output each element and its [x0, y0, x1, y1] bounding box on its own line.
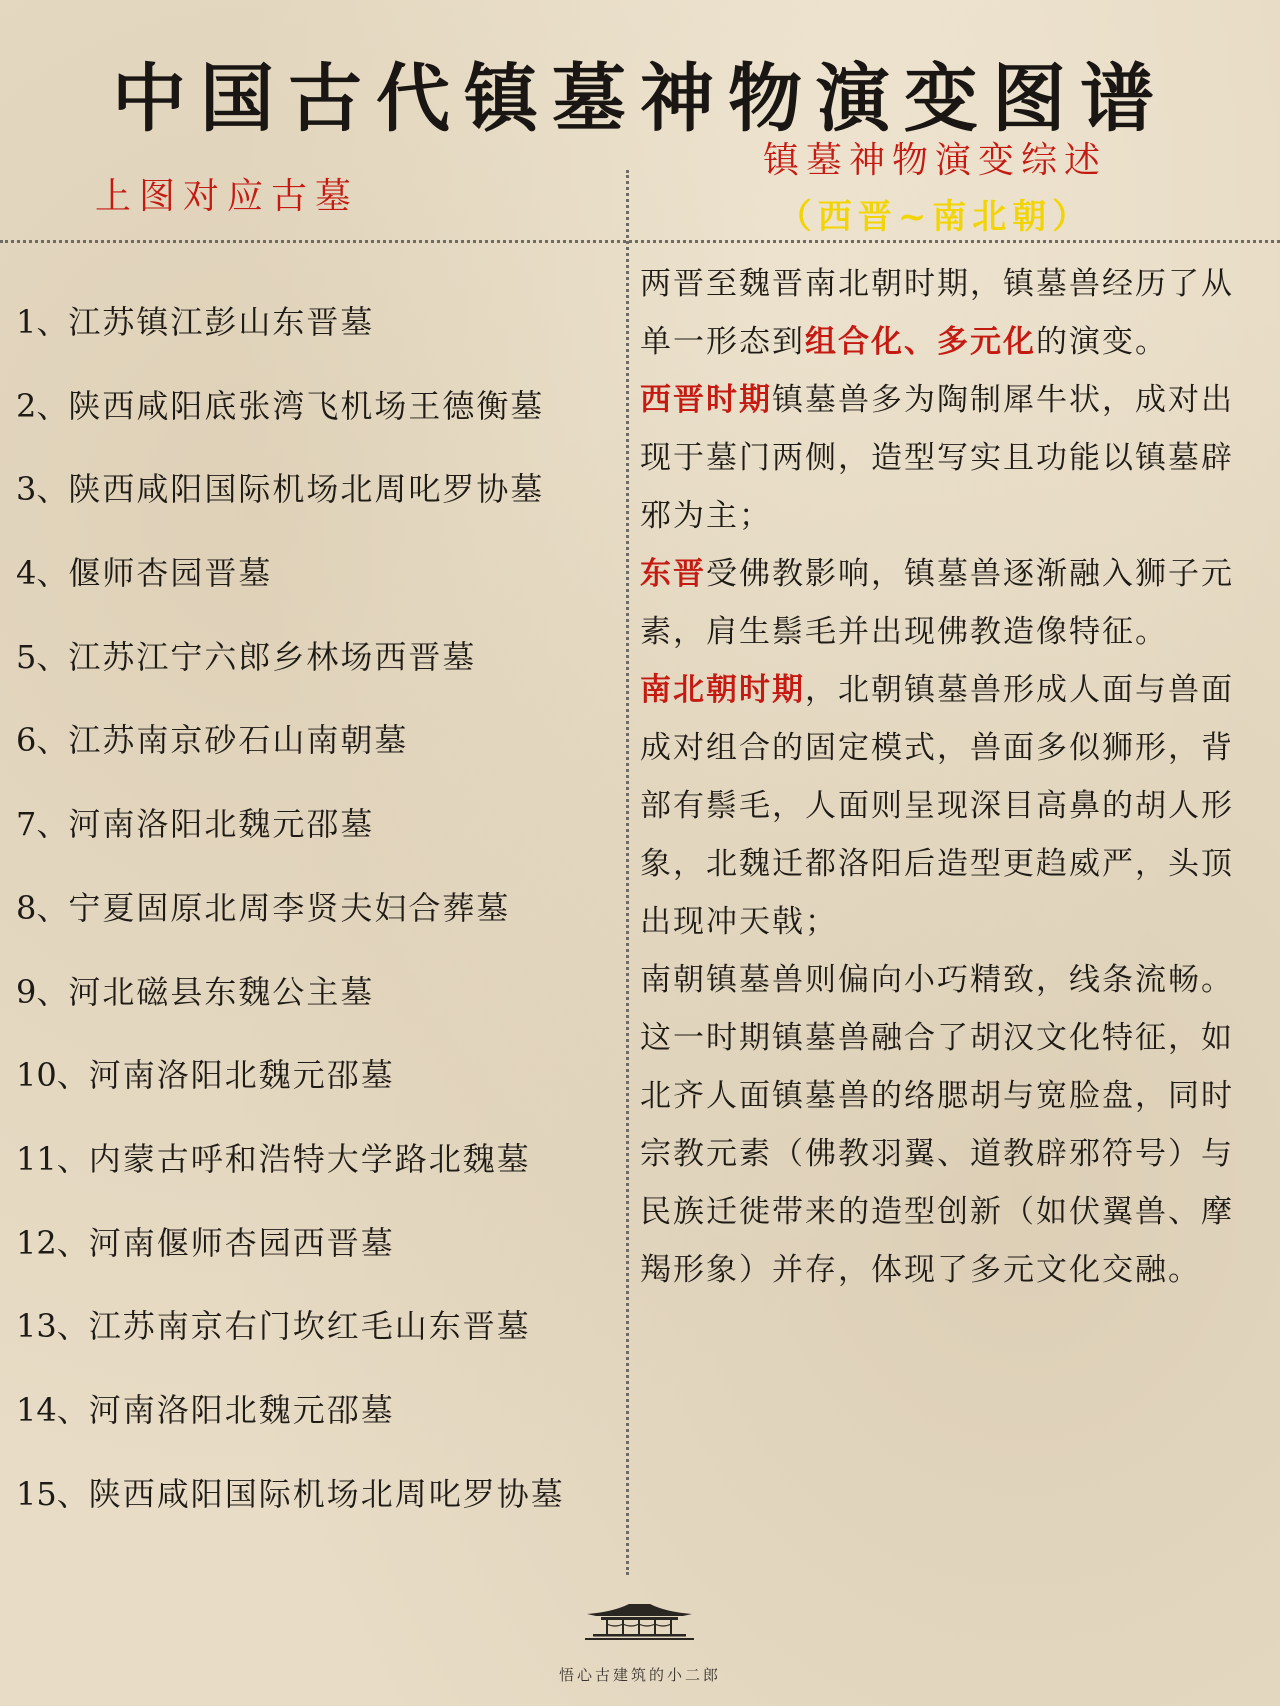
tomb-item: 7、河南洛阳北魏元邵墓	[16, 805, 375, 844]
summary-paragraph: 西晋时期镇墓兽多为陶制犀牛状，成对出现于墓门两侧，造型写实且功能以镇墓辟邪为主；	[640, 382, 1234, 534]
tomb-item: 8、宁夏固原北周李贤夫妇合葬墓	[16, 888, 511, 927]
tomb-item: 13、江苏南京右门坎红毛山东晋墓	[16, 1307, 531, 1346]
tomb-item: 2、陕西咸阳底张湾飞机场王德衡墓	[16, 386, 545, 425]
summary-paragraph: 这一时期镇墓兽融合了胡汉文化特征，如北齐人面镇墓兽的络腮胡与宽脸盘，同时宗教元素（佛教羽翼、道教辟邪符号）与民族迁徙带来的造型创新（如伏翼兽、摩羯形象）并存，体现了多元文化交融。	[640, 1020, 1234, 1288]
tomb-item: 3、陕西咸阳国际机场北周叱罗协墓	[16, 470, 545, 509]
right-heading-main: 镇墓神物演变综述	[762, 140, 1107, 181]
author-signature: 悟心古建筑的小二郎	[558, 1666, 721, 1684]
page-title: 中国古代镇墓神物演变图谱	[112, 56, 1168, 142]
tomb-item: 11、内蒙古呼和浩特大学路北魏墓	[16, 1139, 531, 1178]
tomb-item: 15、陕西咸阳国际机场北周叱罗协墓	[16, 1474, 565, 1513]
tomb-item: 9、河北磁县东魏公主墓	[16, 972, 375, 1011]
tomb-item: 1、江苏镇江彭山东晋墓	[16, 303, 375, 341]
right-heading	[650, 132, 1220, 238]
summary-paragraph: 东晋受佛教影响，镇墓兽逐渐融入狮子元素，肩生鬃毛并出现佛教造像特征。	[640, 556, 1234, 650]
tomb-item: 12、河南偃师杏园西晋墓	[16, 1223, 395, 1262]
left-heading: 上图对应古墓	[95, 176, 360, 217]
pavilion-logo-icon	[583, 1602, 696, 1642]
tomb-item: 10、河南洛阳北魏元邵墓	[16, 1056, 395, 1095]
tomb-item: 14、河南洛阳北魏元邵墓	[16, 1390, 395, 1429]
tomb-item: 4、偃师杏园晋墓	[16, 554, 273, 593]
summary-paragraph: 南朝镇墓兽则偏向小巧精致，线条流畅。	[640, 962, 1234, 998]
tomb-item: 5、江苏江宁六郎乡林场西晋墓	[16, 637, 477, 676]
summary-paragraph: 南北朝时期，北朝镇墓兽形成人面与兽面成对组合的固定模式，兽面多似狮形，背部有鬃毛，人面则呈现深目高鼻的胡人形象，北魏迁都洛阳后造型更趋威严，头顶出现冲天戟；	[640, 672, 1234, 940]
tomb-item: 6、江苏南京砂石山南朝墓	[16, 721, 409, 760]
tomb-list	[16, 292, 621, 1547]
horizontal-divider	[0, 240, 1280, 243]
vertical-divider	[626, 170, 629, 1575]
summary-paragraph: 两晋至魏晋南北朝时期，镇墓兽经历了从单一形态到组合化、多元化的演变。	[640, 266, 1234, 360]
evolution-summary	[640, 255, 1240, 1299]
right-heading-period: （西晋~南北朝）	[777, 197, 1093, 237]
